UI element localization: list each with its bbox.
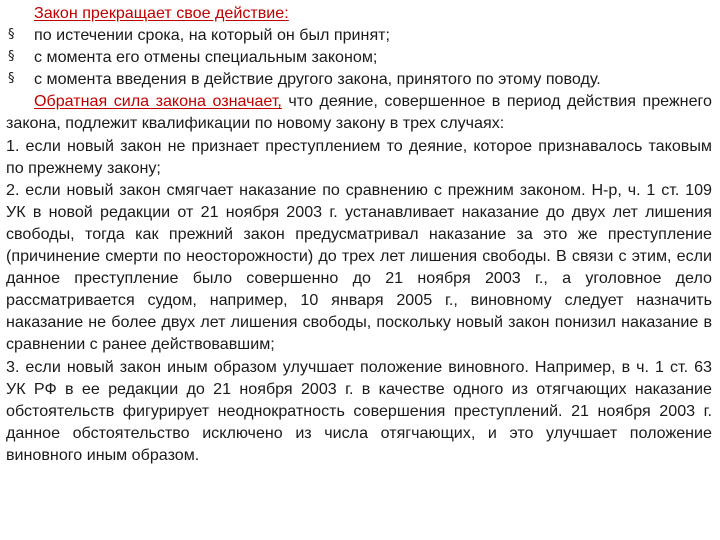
retroactivity-definition: что деяние, совершенное в период действия прежнего закона, подлежит квалификации по новому закону в трех случаях:	[6, 92, 712, 133]
termination-list	[6, 24, 712, 90]
section-sign-icon: §	[8, 71, 15, 87]
retroactivity-paragraph	[6, 90, 712, 134]
list-item	[6, 24, 712, 46]
section-sign-icon: §	[8, 49, 15, 65]
list-item-text: с момента введения в действие другого закона, принятого по этому поводу.	[34, 70, 601, 89]
list-item-text: с момента его отмены специальным законом;	[34, 48, 378, 67]
case-3-paragraph: 3. если новый закон иным образом улучшает положение виновного. Например, в ч. 1 ст. 63 УК РФ в ее редакции до 21 ноября 2003 г. в качестве одного из отягчающих наказание обстоятельств фигурирует неоднократность совершения преступлений. 21 ноября 2003 г. данное обстоятельство исключено из числа отягчающих, и это улучшает положение виновного иным образом.	[6, 357, 712, 464]
list-item-text: по истечении срока, на который он был принят;	[34, 26, 390, 45]
slide-content	[6, 2, 712, 466]
section-sign-icon: §	[8, 27, 15, 43]
case-2-paragraph: 2. если новый закон смягчает наказание по сравнению с прежним законом. Н-р, ч. 1 ст. 109 УК в новой редакции от 21 ноября 2003 г. устанавливает наказание до двух лет лишения свободы, тогда как прежний закон предусматривал наказание за это же преступление (причинение смерти по неосторожности) до трех лет лишения свободы. В связи с этим, если данное преступление было совершенно до 21 ноября 2003 г., а уголовное дело рассматривается судом, например, 10 января 2005 г., виновному следует назначить наказание не более двух лет лишения свободы, поскольку новый закон понизил наказание в сравнении с ранее действовавшим;	[6, 180, 712, 354]
list-item	[6, 68, 712, 90]
list-item	[6, 46, 712, 68]
section-heading: Закон прекращает свое действие:	[34, 4, 289, 22]
retroactivity-term: Обратная сила закона означает,	[34, 92, 282, 111]
case-1-paragraph: 1. если новый закон не признает преступлением то деяние, которое признавалось таковым по прежнему закону;	[6, 136, 712, 177]
